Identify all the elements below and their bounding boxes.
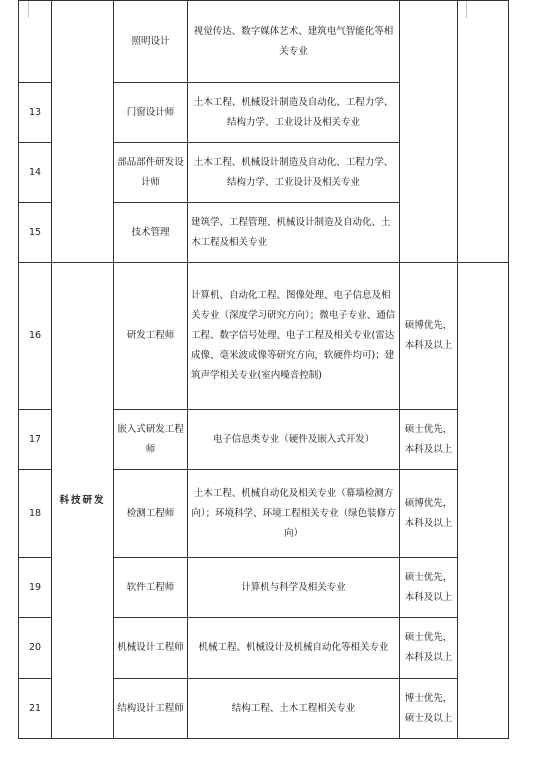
major-cell: 结构工程、土木工程相关专业 — [188, 679, 400, 739]
position-cell: 门窗设计师 — [114, 83, 188, 143]
major-cell: 土木工程、机械设计制造及自动化、工程力学、结构力学、工业设计及相关专业 — [188, 143, 400, 203]
category-cell-upper — [52, 1, 114, 263]
major-cell: 建筑学、工程管理、机械设计制造及自动化、土木工程及相关专业 — [188, 203, 400, 263]
row-number: 20 — [19, 618, 52, 679]
row-number: 14 — [19, 143, 52, 203]
requirement-cell: 硕士优先，本科及以上 — [400, 410, 458, 470]
row-number: 17 — [19, 410, 52, 470]
position-cell: 部品部件研发设计师 — [114, 143, 188, 203]
row-number: 18 — [19, 470, 52, 558]
major-cell: 土木工程、机械自动化及相关专业（幕墙检测方向）；环境科学、环境工程相关专业（绿色装修方向） — [188, 470, 400, 558]
category-cell: 科技研发 — [52, 263, 114, 739]
position-cell: 研发工程师 — [114, 263, 188, 410]
row-number — [19, 1, 52, 83]
table-row — [19, 263, 509, 410]
table-row — [19, 1, 509, 83]
position-cell: 软件工程师 — [114, 558, 188, 618]
row-number: 13 — [19, 83, 52, 143]
major-cell: 电子信息类专业（硬件及嵌入式开发） — [188, 410, 400, 470]
requirement-cell: 硕士优先，本科及以上 — [400, 558, 458, 618]
position-cell: 机械设计工程师 — [114, 618, 188, 679]
requirement-cell: 硕博优先，本科及以上 — [400, 263, 458, 410]
position-cell: 照明设计 — [114, 1, 188, 83]
position-cell: 检测工程师 — [114, 470, 188, 558]
row-number: 19 — [19, 558, 52, 618]
position-cell: 结构设计工程师 — [114, 679, 188, 739]
row-number: 16 — [19, 263, 52, 410]
requirement-cell-upper — [400, 1, 458, 263]
major-cell: 视觉传达、数字媒体艺术、建筑电气智能化等相关专业 — [188, 1, 400, 83]
major-cell: 计算机与科学及相关专业 — [188, 558, 400, 618]
row-number: 21 — [19, 679, 52, 739]
requirement-cell: 硕博优先，本科及以上 — [400, 470, 458, 558]
position-cell: 技术管理 — [114, 203, 188, 263]
requirement-cell: 硕士优先，本科及以上 — [400, 618, 458, 679]
remark-cell — [458, 263, 509, 739]
major-cell: 机械工程、机械设计及机械自动化等相关专业 — [188, 618, 400, 679]
major-cell: 计算机、自动化工程、图像处理、电子信息及相关专业（深度学习研究方向）；微电子专业、通信工程、数字信号处理、电子工程及相关专业(雷达成像、毫米波成像等研究方向，软硬件均可)；建筑声学相关专业(室内噪音控制) — [188, 263, 400, 410]
recruitment-table — [18, 0, 509, 739]
requirement-cell: 博士优先，硕士及以上 — [400, 679, 458, 739]
position-cell: 嵌入式研发工程师 — [114, 410, 188, 470]
major-cell: 土木工程、机械设计制造及自动化、工程力学、结构力学、工业设计及相关专业 — [188, 83, 400, 143]
remark-cell-upper — [458, 1, 509, 263]
row-number: 15 — [19, 203, 52, 263]
